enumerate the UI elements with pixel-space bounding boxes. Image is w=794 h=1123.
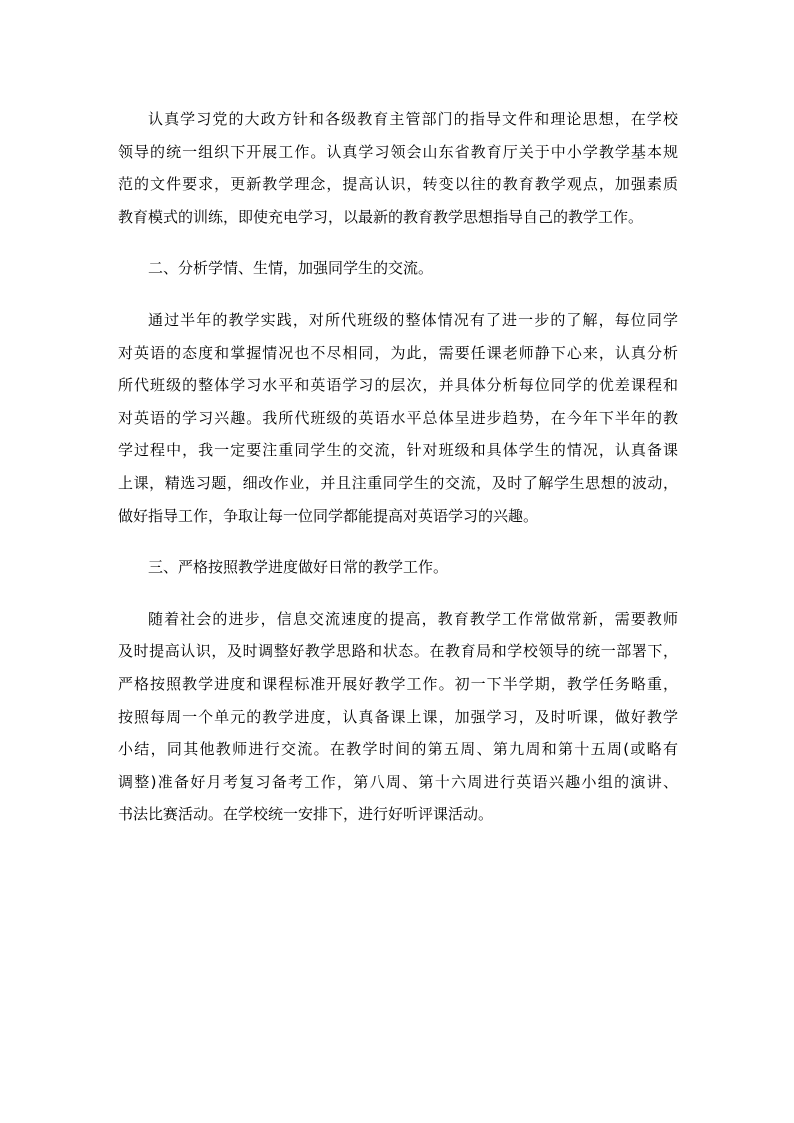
text-line: 上课，精选习题，细改作业，并且注重同学生的交流，及时了解学生思想的波动， bbox=[118, 473, 678, 492]
text-line: 书法比赛活动。在学校统一安排下，进行好听评课活动。 bbox=[118, 805, 494, 824]
paragraph-study-policy bbox=[118, 103, 678, 233]
text-line: 教育模式的训练，即使充电学习，以最新的教育教学思想指导自己的教学工作。 bbox=[118, 207, 644, 226]
heading-analyze-students bbox=[118, 252, 678, 285]
text-line: 调整)准备好月考复习备考工作，第八周、第十六周进行英语兴趣小组的演讲、 bbox=[118, 772, 678, 791]
text-line: 随着社会的进步，信息交流速度的提高，教育教学工作常做常新，需要教师 bbox=[148, 609, 678, 628]
heading-teaching-schedule bbox=[118, 551, 678, 584]
text-line: 所代班级的整体学习水平和英语学习的层次，并具体分析每位同学的优差课程和 bbox=[118, 376, 678, 395]
text-line: 做好指导工作，争取让每一位同学都能提高对英语学习的兴趣。 bbox=[118, 506, 539, 525]
text-line: 认真学习党的大政方针和各级教育主管部门的指导文件和理论思想，在学校 bbox=[148, 110, 678, 128]
paragraph-daily-work bbox=[118, 603, 678, 831]
text-line: 通过半年的教学实践，对所代班级的整体情况有了进一步的了解，每位同学 bbox=[148, 310, 678, 329]
text-line: 及时提高认识，及时调整好教学思路和状态。在教育局和学校领导的统一部署下， bbox=[118, 642, 678, 661]
text-line: 对英语的学习兴趣。我所代班级的英语水平总体呈进步趋势，在今年下半年的教 bbox=[118, 408, 678, 427]
text-line: 领导的统一组织下开展工作。认真学习领会山东省教育厅关于中小学教学基本规 bbox=[118, 142, 678, 161]
text-line: 小结，同其他教师进行交流。在教学时间的第五周、第九周和第十五周(或略有 bbox=[118, 740, 678, 759]
text-line: 严格按照教学进度和课程标准开展好教学工作。初一下半学期，教学任务略重， bbox=[118, 674, 678, 693]
text-line: 对英语的态度和掌握情况也不尽相同，为此，需要任课老师静下心来，认真分析 bbox=[118, 343, 678, 362]
document-body bbox=[118, 103, 678, 850]
paragraph-teaching-practice bbox=[118, 304, 678, 532]
text-line: 学过程中，我一定要注重同学生的交流，针对班级和具体学生的情况，认真备课 bbox=[118, 441, 678, 460]
text-line: 按照每周一个单元的教学进度，认真备课上课，加强学习，及时听课，做好教学 bbox=[118, 707, 678, 726]
section-heading: 二、分析学情、生情，加强同学生的交流。 bbox=[148, 259, 434, 278]
section-heading: 三、严格按照教学进度做好日常的教学工作。 bbox=[148, 558, 449, 577]
text-line: 范的文件要求，更新教学理念，提高认识，转变以往的教育教学观点，加强素质 bbox=[118, 175, 678, 194]
